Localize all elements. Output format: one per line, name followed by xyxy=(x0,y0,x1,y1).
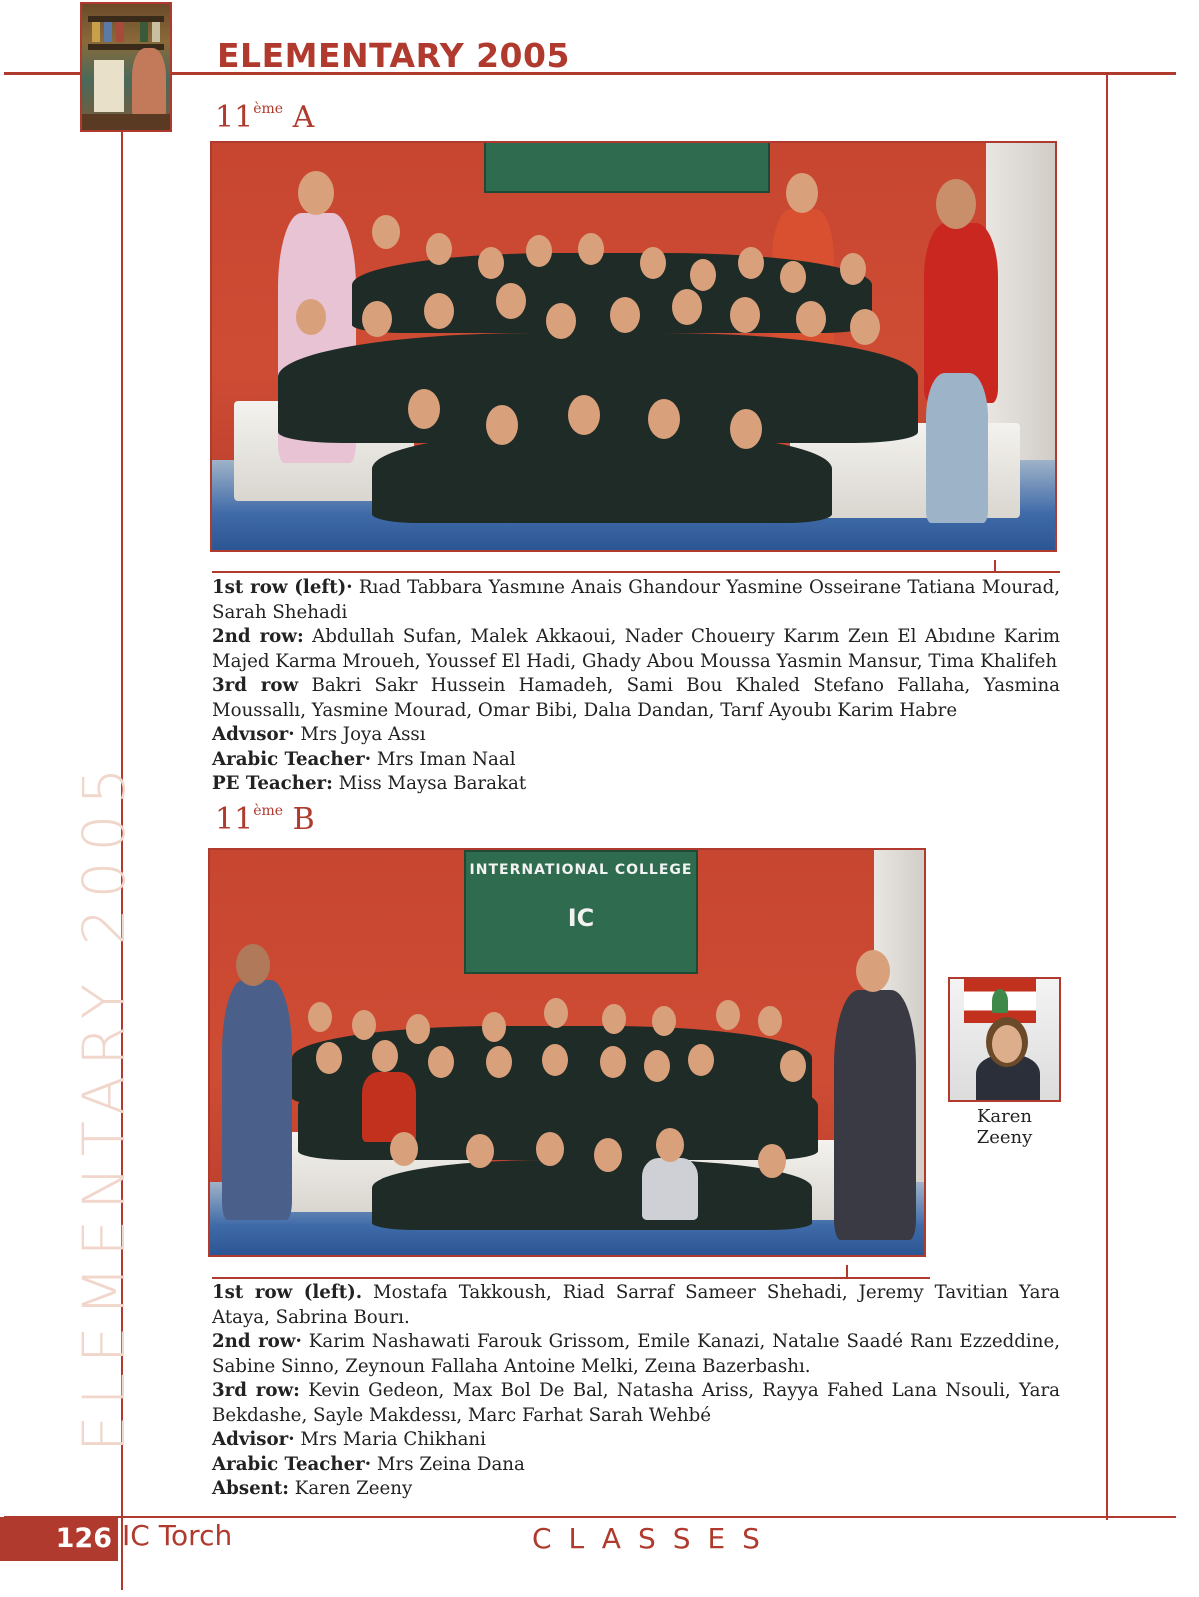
row-names: Miss Maysa Barakat xyxy=(332,773,527,794)
row-names: Karen Zeeny xyxy=(288,1478,413,1499)
row-label: 1st row (left). xyxy=(212,1282,363,1303)
caption-row xyxy=(212,1428,1060,1453)
row-label: PE Teacher: xyxy=(212,773,333,794)
top-rule xyxy=(4,72,1176,75)
caption-a xyxy=(212,576,1060,797)
page-number: 126 xyxy=(0,1517,118,1561)
caption-rule-b xyxy=(212,1277,930,1279)
row-label: 1st row (left)· xyxy=(212,577,353,598)
caption-row xyxy=(212,674,1060,723)
side-watermark: ELEMENTARY 2005 xyxy=(70,757,138,1452)
caption-tick-a xyxy=(994,560,996,572)
section-letter: A xyxy=(292,100,315,135)
row-names: Rıad Tabbara Yasmıne Anais Ghandour Yasmine Osseirane Tatiana Mourad, Sarah Shehadi xyxy=(212,577,1060,623)
row-label: 3rd row: xyxy=(212,1380,300,1401)
caption-tick-b xyxy=(846,1265,848,1277)
row-names: Kevin Gedeon, Max Bol De Bal, Natasha Ariss, Rayya Fahed Lana Nsouli, Yara Bekdashe, Sayle Makdessı, Marc Farhat Sarah Wehbé xyxy=(212,1380,1060,1426)
section-title-b xyxy=(215,802,315,837)
caption-row xyxy=(212,772,1060,797)
corner-illustration xyxy=(80,2,172,132)
row-label: Advısor· xyxy=(212,724,295,745)
section-letter: B xyxy=(292,802,315,837)
section-title-a xyxy=(215,100,314,135)
footer-section-label: CLASSES xyxy=(532,1522,777,1555)
row-names: Bakri Sakr Hussein Hamadeh, Sami Bou Khaled Stefano Fallaha, Yasmina Moussallı, Yasmine Mourad, Omar Bibi, Dalıa Dandan, Tarıf Ayoubı Karim Habre xyxy=(212,675,1061,721)
section-number: 11 xyxy=(215,100,254,135)
caption-b xyxy=(212,1281,1060,1502)
row-names: Mrs Maria Chikhani xyxy=(294,1429,486,1450)
row-names: Mrs Iman Naal xyxy=(371,748,516,770)
class-photo-b xyxy=(208,848,926,1257)
row-label: 3rd row xyxy=(212,675,299,696)
row-label: 2nd row: xyxy=(212,626,304,647)
section-number: 11 xyxy=(215,802,254,837)
class-photo-a xyxy=(210,141,1057,552)
caption-row xyxy=(212,1330,1060,1379)
bottom-rule xyxy=(4,1516,1176,1518)
caption-row xyxy=(212,1379,1060,1428)
row-label: Arabic Teacher· xyxy=(212,748,372,770)
caption-row xyxy=(212,576,1060,625)
caption-row xyxy=(212,748,1060,773)
banner-logo: IC xyxy=(567,904,595,932)
row-names: Mrs Joya Assı xyxy=(294,724,426,745)
row-names: Mostafa Takkoush, Riad Sarraf Sameer Shehadi, Jeremy Tavitian Yara Ataya, Sabrina Bourı. xyxy=(212,1282,1060,1328)
caption-row xyxy=(212,723,1060,748)
row-label: Arabic Teacher· xyxy=(212,1453,372,1475)
caption-row xyxy=(212,1477,1060,1502)
right-rule xyxy=(1106,74,1108,1520)
absent-student-photo xyxy=(948,977,1061,1102)
caption-row xyxy=(212,625,1060,674)
row-label: 2nd row· xyxy=(212,1331,302,1352)
section-ordinal: ème xyxy=(253,101,284,117)
page-title: ELEMENTARY 2005 xyxy=(217,36,570,75)
row-names: Mrs Zeina Dana xyxy=(371,1453,525,1475)
section-ordinal: ème xyxy=(253,803,284,819)
publication-name: IC Torch xyxy=(122,1519,233,1552)
row-names: Abdullah Sufan, Malek Akkaoui, Nader Choueıry Karım Zeın El Abıdıne Karim Majed Karma Mroueh, Youssef El Hadi, Ghady Abou Moussa Yasmin Mansur, Tima Khalifeh xyxy=(212,626,1060,672)
banner-text: INTERNATIONAL COLLEGE xyxy=(469,862,693,878)
row-label: Absent: xyxy=(212,1478,289,1499)
absent-student-caption: Karen Zeeny xyxy=(976,1106,1033,1148)
row-names: Karim Nashawati Farouk Grissom, Emile Kanazi, Natalıe Saadé Ranı Ezzeddine, Sabine Sinno, Zeynoun Fallaha Antoine Melki, Zeına Bazerbashı. xyxy=(212,1331,1060,1377)
row-label: Advisor· xyxy=(212,1429,295,1450)
caption-rule-a xyxy=(212,571,1060,573)
caption-row xyxy=(212,1281,1060,1330)
caption-row xyxy=(212,1453,1060,1478)
